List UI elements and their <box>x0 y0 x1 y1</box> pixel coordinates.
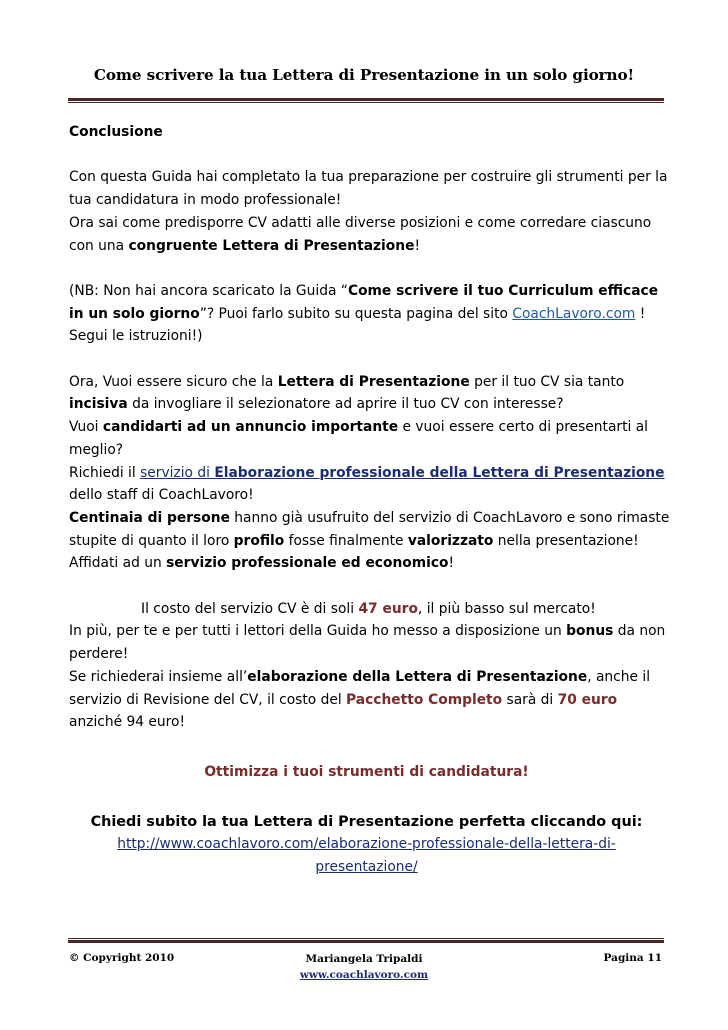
header-rule <box>68 98 664 103</box>
paragraph-line: tua candidatura in modo professionale! <box>69 192 342 209</box>
paragraph-line: In più, per te e per tutti i lettori della Guida ho messo a disposizione un bonus da non <box>69 623 666 640</box>
footer-copyright: © Copyright 2010 <box>69 952 175 964</box>
service-link[interactable]: servizio di Elaborazione professionale della Lettera di Presentazione <box>140 464 665 481</box>
paragraph-line: Con questa Guida hai completato la tua preparazione per costruire gli strumenti per la <box>69 169 668 186</box>
service-url-line <box>69 833 664 856</box>
optimize-heading: Ottimizza i tuoi strumenti di candidatura! <box>204 763 529 780</box>
footer-rule <box>68 938 664 943</box>
paragraph-line: servizio di Revisione del CV, il costo del Pacchetto Completo sarà di 70 euro <box>69 691 618 708</box>
paragraph-line: meglio? <box>69 441 124 458</box>
paragraph-line: perdere! <box>69 646 129 663</box>
paragraph-line: anziché 94 euro! <box>69 714 185 731</box>
service-url-link-cont[interactable]: presentazione/ <box>315 859 418 876</box>
paragraph-line: Vuoi candidarti ad un annuncio importante e vuoi essere certo di presentarti al <box>69 419 648 436</box>
footer-page-number: Pagina 11 <box>603 952 662 964</box>
paragraph-line: Centinaia di persone hanno già usufruito del servizio di CoachLavoro e sono rimaste <box>69 509 670 526</box>
cta-line: Chiedi subito la tua Lettera di Presentazione perfetta cliccando qui: <box>90 813 643 830</box>
service-url-line <box>69 856 664 879</box>
paragraph-line: Ora sai come predisporre CV adatti alle diverse posizioni e come corredare ciascuno <box>69 214 652 231</box>
paragraph-line: incisiva da invogliare il selezionatore ad aprire il tuo CV con interesse? <box>69 396 564 413</box>
nb-line: in un solo giorno”? Puoi farlo subito su questa pagina del sito CoachLavoro.com ! <box>69 305 646 322</box>
document-body <box>69 121 670 879</box>
paragraph-line: con una congruente Lettera di Presentazione! <box>69 237 420 254</box>
footer-site-link[interactable]: www.coachlavoro.com <box>299 969 429 981</box>
footer-author: Mariangela Tripaldi <box>305 953 423 965</box>
coachlavoro-link[interactable]: CoachLavoro.com <box>512 305 636 322</box>
paragraph-line: Se richiederai insieme all’elaborazione della Lettera di Presentazione, anche il <box>69 668 651 685</box>
paragraph-line: dello staff di CoachLavoro! <box>69 487 254 504</box>
section-heading: Conclusione <box>69 124 163 140</box>
paragraph-line: Affidati ad un servizio professionale ed economico! <box>69 555 455 572</box>
paragraph-line: stupite di quanto il loro profilo fosse finalmente valorizzato nella presentazione! <box>69 532 639 549</box>
nb-line: Segui le istruzioni!) <box>69 328 203 345</box>
nb-line: (NB: Non hai ancora scaricato la Guida “Come scrivere il tuo Curriculum efficace <box>69 282 659 299</box>
page-header-title: Come scrivere la tua Lettera di Presentazione in un solo giorno! <box>93 66 635 84</box>
paragraph-line: Ora, Vuoi essere sicuro che la Lettera di Presentazione per il tuo CV sia tanto <box>69 373 625 390</box>
paragraph-line: Richiedi il servizio di Elaborazione professionale della Lettera di Presentazione <box>69 464 665 481</box>
service-url-link[interactable]: http://www.coachlavoro.com/elaborazione-professionale-della-lettera-di- <box>117 836 616 853</box>
cost-line: Il costo del servizio CV è di soli 47 euro, il più basso sul mercato! <box>141 600 596 617</box>
